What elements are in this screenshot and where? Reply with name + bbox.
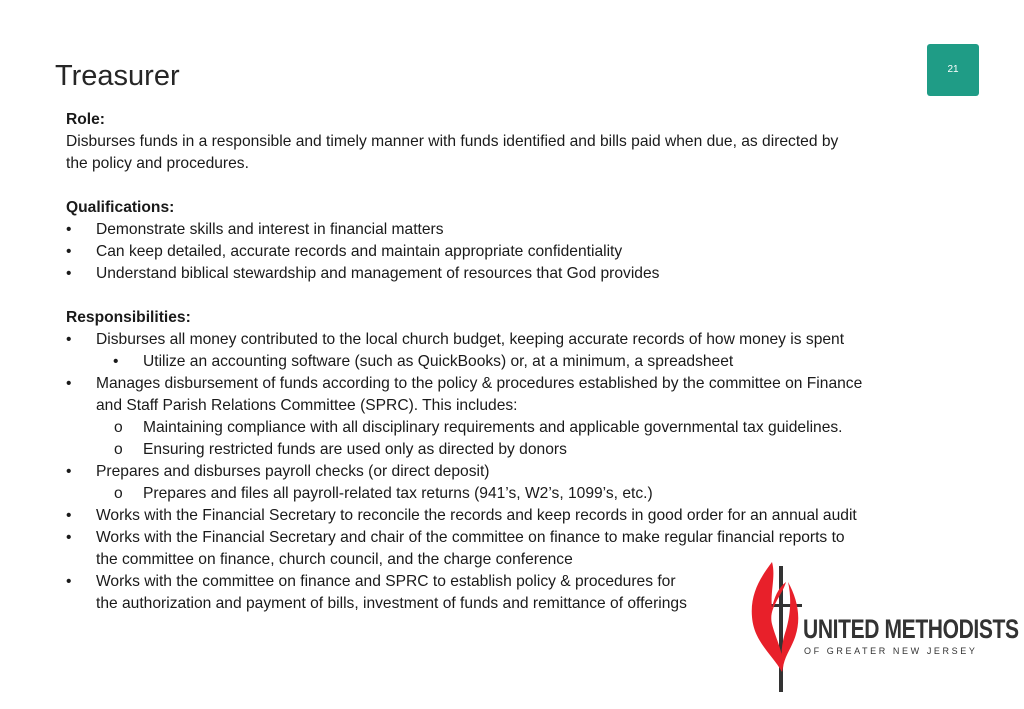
list-item-text: Works with the Financial Secretary to reconcile the records and keep records in good order for an annual audit bbox=[96, 507, 857, 524]
list-item bbox=[66, 263, 946, 285]
list-item bbox=[66, 241, 946, 263]
bullet: o bbox=[114, 419, 123, 436]
slide-title: Treasurer bbox=[55, 60, 180, 92]
list-item-text: Prepares and files all payroll-related tax returns (941’s, W2’s, 1099’s, etc.) bbox=[143, 485, 653, 502]
list-item bbox=[66, 505, 946, 527]
sub-list-item bbox=[66, 483, 946, 505]
bullet: • bbox=[66, 375, 72, 392]
list-item-text: Ensuring restricted funds are used only as directed by donors bbox=[143, 441, 567, 458]
list-item-text: Maintaining compliance with all disciplinary requirements and applicable governmental tax guidelines. bbox=[143, 419, 843, 436]
list-item-text: Works with the committee on finance and SPRC to establish policy & procedures for bbox=[96, 573, 676, 590]
role-heading: Role: bbox=[66, 111, 105, 128]
flame-icon-inner bbox=[782, 582, 799, 668]
list-item bbox=[66, 461, 946, 483]
list-item-continuation bbox=[66, 395, 946, 417]
list-item-text: Works with the Financial Secretary and chair of the committee on finance to make regular financial reports to bbox=[96, 529, 845, 546]
list-item-text: the authorization and payment of bills, investment of funds and remittance of offerings bbox=[96, 595, 687, 612]
list-item bbox=[66, 527, 946, 549]
bullet: • bbox=[66, 265, 72, 282]
role-text-line: the policy and procedures. bbox=[66, 155, 249, 172]
list-item-text: Disburses all money contributed to the local church budget, keeping accurate records of how money is spent bbox=[96, 331, 845, 348]
list-item bbox=[66, 329, 946, 351]
bullet: o bbox=[114, 441, 123, 458]
list-item-text: and Staff Parish Relations Committee (SPRC). This includes: bbox=[96, 397, 518, 414]
bullet: • bbox=[66, 463, 72, 480]
sub-list-item bbox=[66, 351, 946, 373]
qualifications-heading: Qualifications: bbox=[66, 199, 175, 216]
bullet: • bbox=[66, 573, 72, 590]
bullet: • bbox=[66, 243, 72, 260]
responsibilities-heading: Responsibilities: bbox=[66, 309, 191, 326]
bullet: • bbox=[66, 507, 72, 524]
role-text-line: Disburses funds in a responsible and timely manner with funds identified and bills paid when due, as directed by bbox=[66, 133, 839, 150]
bullet: • bbox=[66, 529, 72, 546]
list-item-text: the committee on finance, church council, and the charge conference bbox=[96, 551, 573, 568]
slide-body bbox=[66, 109, 946, 615]
cross-icon bbox=[779, 566, 783, 692]
list-item-text: Understand biblical stewardship and management of resources that God provides bbox=[96, 265, 660, 282]
list-item-text: Manages disbursement of funds according to the policy & procedures established by the committee on Finance bbox=[96, 375, 863, 392]
logo-name: UNITED METHODISTS bbox=[803, 614, 1019, 644]
bullet: • bbox=[66, 221, 72, 238]
list-item-text: Can keep detailed, accurate records and maintain appropriate confidentiality bbox=[96, 243, 623, 260]
page-number-badge: 21 bbox=[927, 44, 979, 96]
list-item bbox=[66, 373, 946, 395]
list-item-text: Utilize an accounting software (such as QuickBooks) or, at a minimum, a spreadsheet bbox=[143, 353, 734, 370]
bullet: • bbox=[113, 353, 119, 370]
bullet: • bbox=[66, 331, 72, 348]
list-item bbox=[66, 219, 946, 241]
sub-list-item bbox=[66, 439, 946, 461]
bullet: o bbox=[114, 485, 123, 502]
logo-subtitle: OF GREATER NEW JERSEY bbox=[804, 646, 978, 656]
sub-list-item bbox=[66, 417, 946, 439]
list-item-text: Demonstrate skills and interest in financial matters bbox=[96, 221, 444, 238]
list-item-text: Prepares and disburses payroll checks (or direct deposit) bbox=[96, 463, 490, 480]
